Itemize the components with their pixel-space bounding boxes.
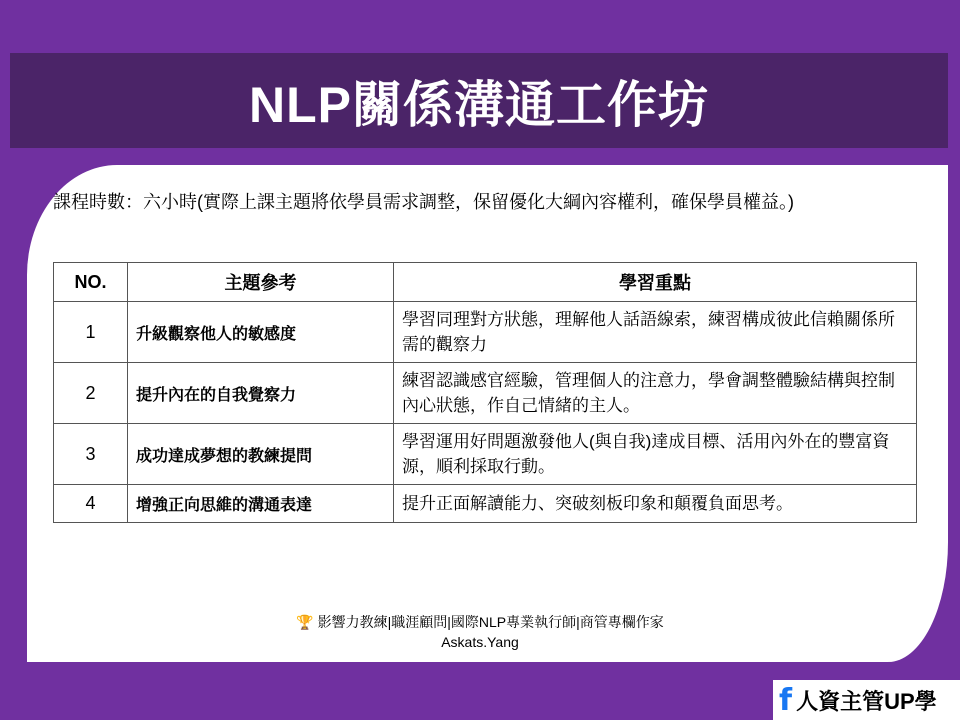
header-topic: 主題參考: [128, 263, 394, 302]
row-no: 2: [54, 363, 128, 424]
course-hours-text: 課程時數：六小時(實際上課主題將依學員需求調整，保留優化大綱內容權利，確保學員權益。): [53, 192, 794, 212]
brand-label: 人資主管UP學: [796, 688, 937, 714]
header-focus: 學習重點: [394, 263, 917, 302]
header-no: NO.: [54, 263, 128, 302]
row-topic: 增強正向思維的溝通表達: [128, 485, 394, 523]
row-focus: 提升正面解讀能力、突破刻板印象和顛覆負面思考。: [394, 485, 917, 523]
table-header-row: [54, 263, 917, 302]
title-bar: [10, 53, 948, 148]
course-table: [53, 262, 917, 523]
table-row: [54, 302, 917, 363]
row-no: 4: [54, 485, 128, 523]
brand-badge: [773, 680, 960, 720]
row-topic: 成功達成夢想的教練提問: [128, 424, 394, 485]
row-topic: 提升內在的自我覺察力: [128, 363, 394, 424]
row-focus: 練習認識感官經驗，管理個人的注意力，學會調整體驗結構與控制內心狀態，作自己情緒的主人。: [394, 363, 917, 424]
author-credentials: [0, 612, 960, 632]
row-no: 3: [54, 424, 128, 485]
trophy-icon: 🏆: [296, 614, 314, 630]
table-row: [54, 424, 917, 485]
credentials-text: 影響力教練|職涯顧問|國際NLP專業執行師|商管專欄作家: [317, 614, 664, 630]
row-focus: 學習運用好問題激發他人(與自我)達成目標、活用內外在的豐富資源，順利採取行動。: [394, 424, 917, 485]
table-row: [54, 363, 917, 424]
author-name: Askats.Yang: [441, 634, 519, 650]
table-row: [54, 485, 917, 523]
facebook-icon: f: [779, 682, 793, 718]
row-focus: 學習同理對方狀態，理解他人話語線索，練習構成彼此信賴關係所需的觀察力: [394, 302, 917, 363]
page-title: NLP關係溝通工作坊: [249, 76, 709, 133]
row-topic: 升級觀察他人的敏感度: [128, 302, 394, 363]
row-no: 1: [54, 302, 128, 363]
